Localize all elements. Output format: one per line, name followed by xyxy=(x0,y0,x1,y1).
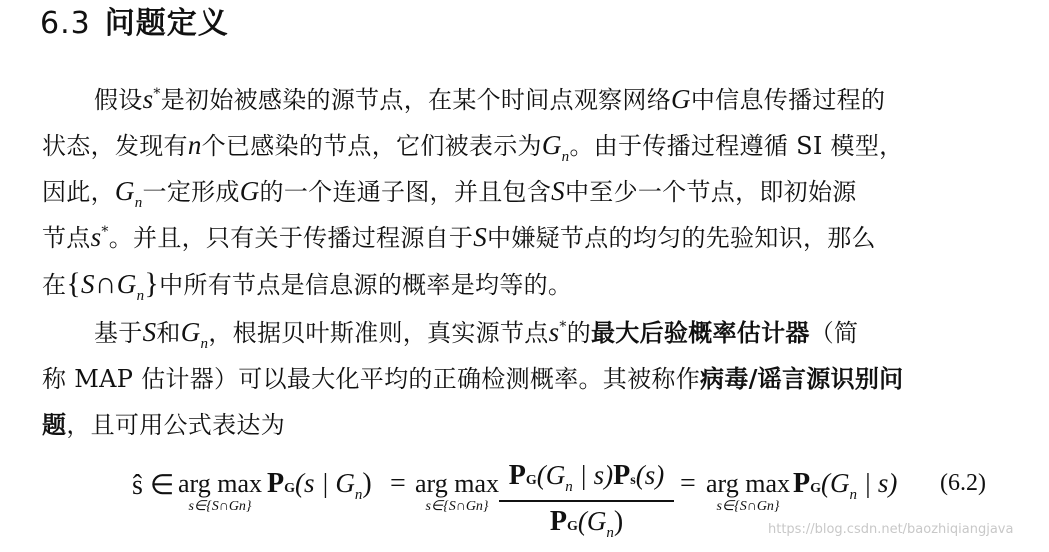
math-S: S xyxy=(142,317,157,347)
eq-fraction xyxy=(499,458,674,544)
math-Gn: G xyxy=(114,176,135,206)
text: ，根据贝叶斯准则，真实源节点 xyxy=(208,319,549,347)
text: 状态，发现有 xyxy=(42,132,188,160)
eq-denominator: $PG(G_n)$ xyxy=(549,506,624,541)
eq-argmax-3: arg max s∈{S∩Gn} xyxy=(706,469,790,514)
math-S: S xyxy=(473,222,488,252)
text: 。并且，只有关于传播过程源自于 xyxy=(108,224,474,252)
math-G: G xyxy=(671,84,691,114)
math-G: G xyxy=(239,176,260,206)
eq-lhs: ŝ ∈ xyxy=(132,470,175,501)
text: 和 xyxy=(156,319,181,347)
text: 因此， xyxy=(42,178,115,206)
eq-term-3: $PG(G_n$ | s) xyxy=(793,468,898,503)
math-S: S xyxy=(551,176,565,206)
bold-term-map-estimator: 最大后验概率估计器 xyxy=(591,318,810,347)
text: 称 MAP 估计器）可以最大化平均的正确检测概率。其被称作 xyxy=(42,365,701,393)
eq-equals-1: = xyxy=(390,468,406,499)
math-S: S xyxy=(81,269,95,299)
text: ，且可用公式表达为 xyxy=(66,411,286,439)
section-title: 问题定义 xyxy=(104,6,229,41)
text: 是初始被感染的源节点，在某个时间点观察网络 xyxy=(160,86,672,114)
text: 中信息传播过程的 xyxy=(690,86,886,114)
section-heading xyxy=(40,2,229,46)
math-Gn: G xyxy=(180,317,201,347)
text: 假设 xyxy=(94,86,143,114)
paragraph-1: 假设s*是初始被感染的源节点，在某个时间点观察网络G中信息传播过程的 状态，发现有n个已感染的节点，它们被表示为$G_n$。由于传播过程遵循 SI 模型， 因此，$G_n$一定形成G的一个连通子图，并且包含S中至少一个节点，即初始源 节点s*。并且，只有关于传播过程源自于S中嫌疑节点的均匀的先验知识，那么 在$\{S\cap G_n\}$中所有节点是信息源的概率是均等的。 xyxy=(42,84,904,304)
watermark: https://blog.csdn.net/baozhiqiangjava xyxy=(768,522,1014,537)
section-number: 6.3 xyxy=(40,6,91,41)
text: 的 xyxy=(566,319,591,347)
text: 节点 xyxy=(42,224,91,252)
text: 中嫌疑节点的均匀的先验知识，那么 xyxy=(487,224,876,252)
text: 基于 xyxy=(94,319,143,347)
eq-fraction-bar xyxy=(499,500,674,502)
text: 个已感染的节点，它们被表示为 xyxy=(201,132,542,160)
math-Gn: G xyxy=(116,269,137,299)
text: 一定形成 xyxy=(142,178,240,206)
math-n: n xyxy=(187,130,202,160)
bold-term-problem: 题 xyxy=(42,410,67,439)
math-s: s xyxy=(548,317,560,347)
math-s: s xyxy=(142,84,154,114)
text: 。由于传播过程遵循 SI 模型， xyxy=(569,132,904,160)
text: 在 xyxy=(42,271,67,299)
eq-term-1: PG(s | $G_n$) xyxy=(267,468,372,503)
math-Gn: G xyxy=(541,130,562,160)
eq-numerator: $PG(G_n$ | s)Ps(s) xyxy=(508,460,665,495)
eq-argmax-2: arg max s∈{S∩Gn} xyxy=(415,469,499,514)
eq-equals-2: = xyxy=(680,468,696,499)
eq-argmax-1: arg max s∈{S∩Gn} xyxy=(178,469,262,514)
bold-term-source-identification: 病毒/谣言源识别问 xyxy=(700,364,904,393)
text: 中所有节点是信息源的概率是均等的。 xyxy=(159,271,573,299)
math-s: s xyxy=(90,222,102,252)
text: （简 xyxy=(809,319,859,347)
text: 的一个连通子图，并且包含 xyxy=(259,178,552,206)
equation-number: (6.2) xyxy=(940,470,986,496)
text: 中至少一个节点，即初始源 xyxy=(564,178,857,206)
paragraph-2: 基于S和$G_n$，根据贝叶斯准则，真实源节点s*的最大后验概率估计器（简 称 MAP 估计器）可以最大化平均的正确检测概率。其被称作病毒/谣言源识别问 题，且可用公式表达为 xyxy=(42,317,904,439)
